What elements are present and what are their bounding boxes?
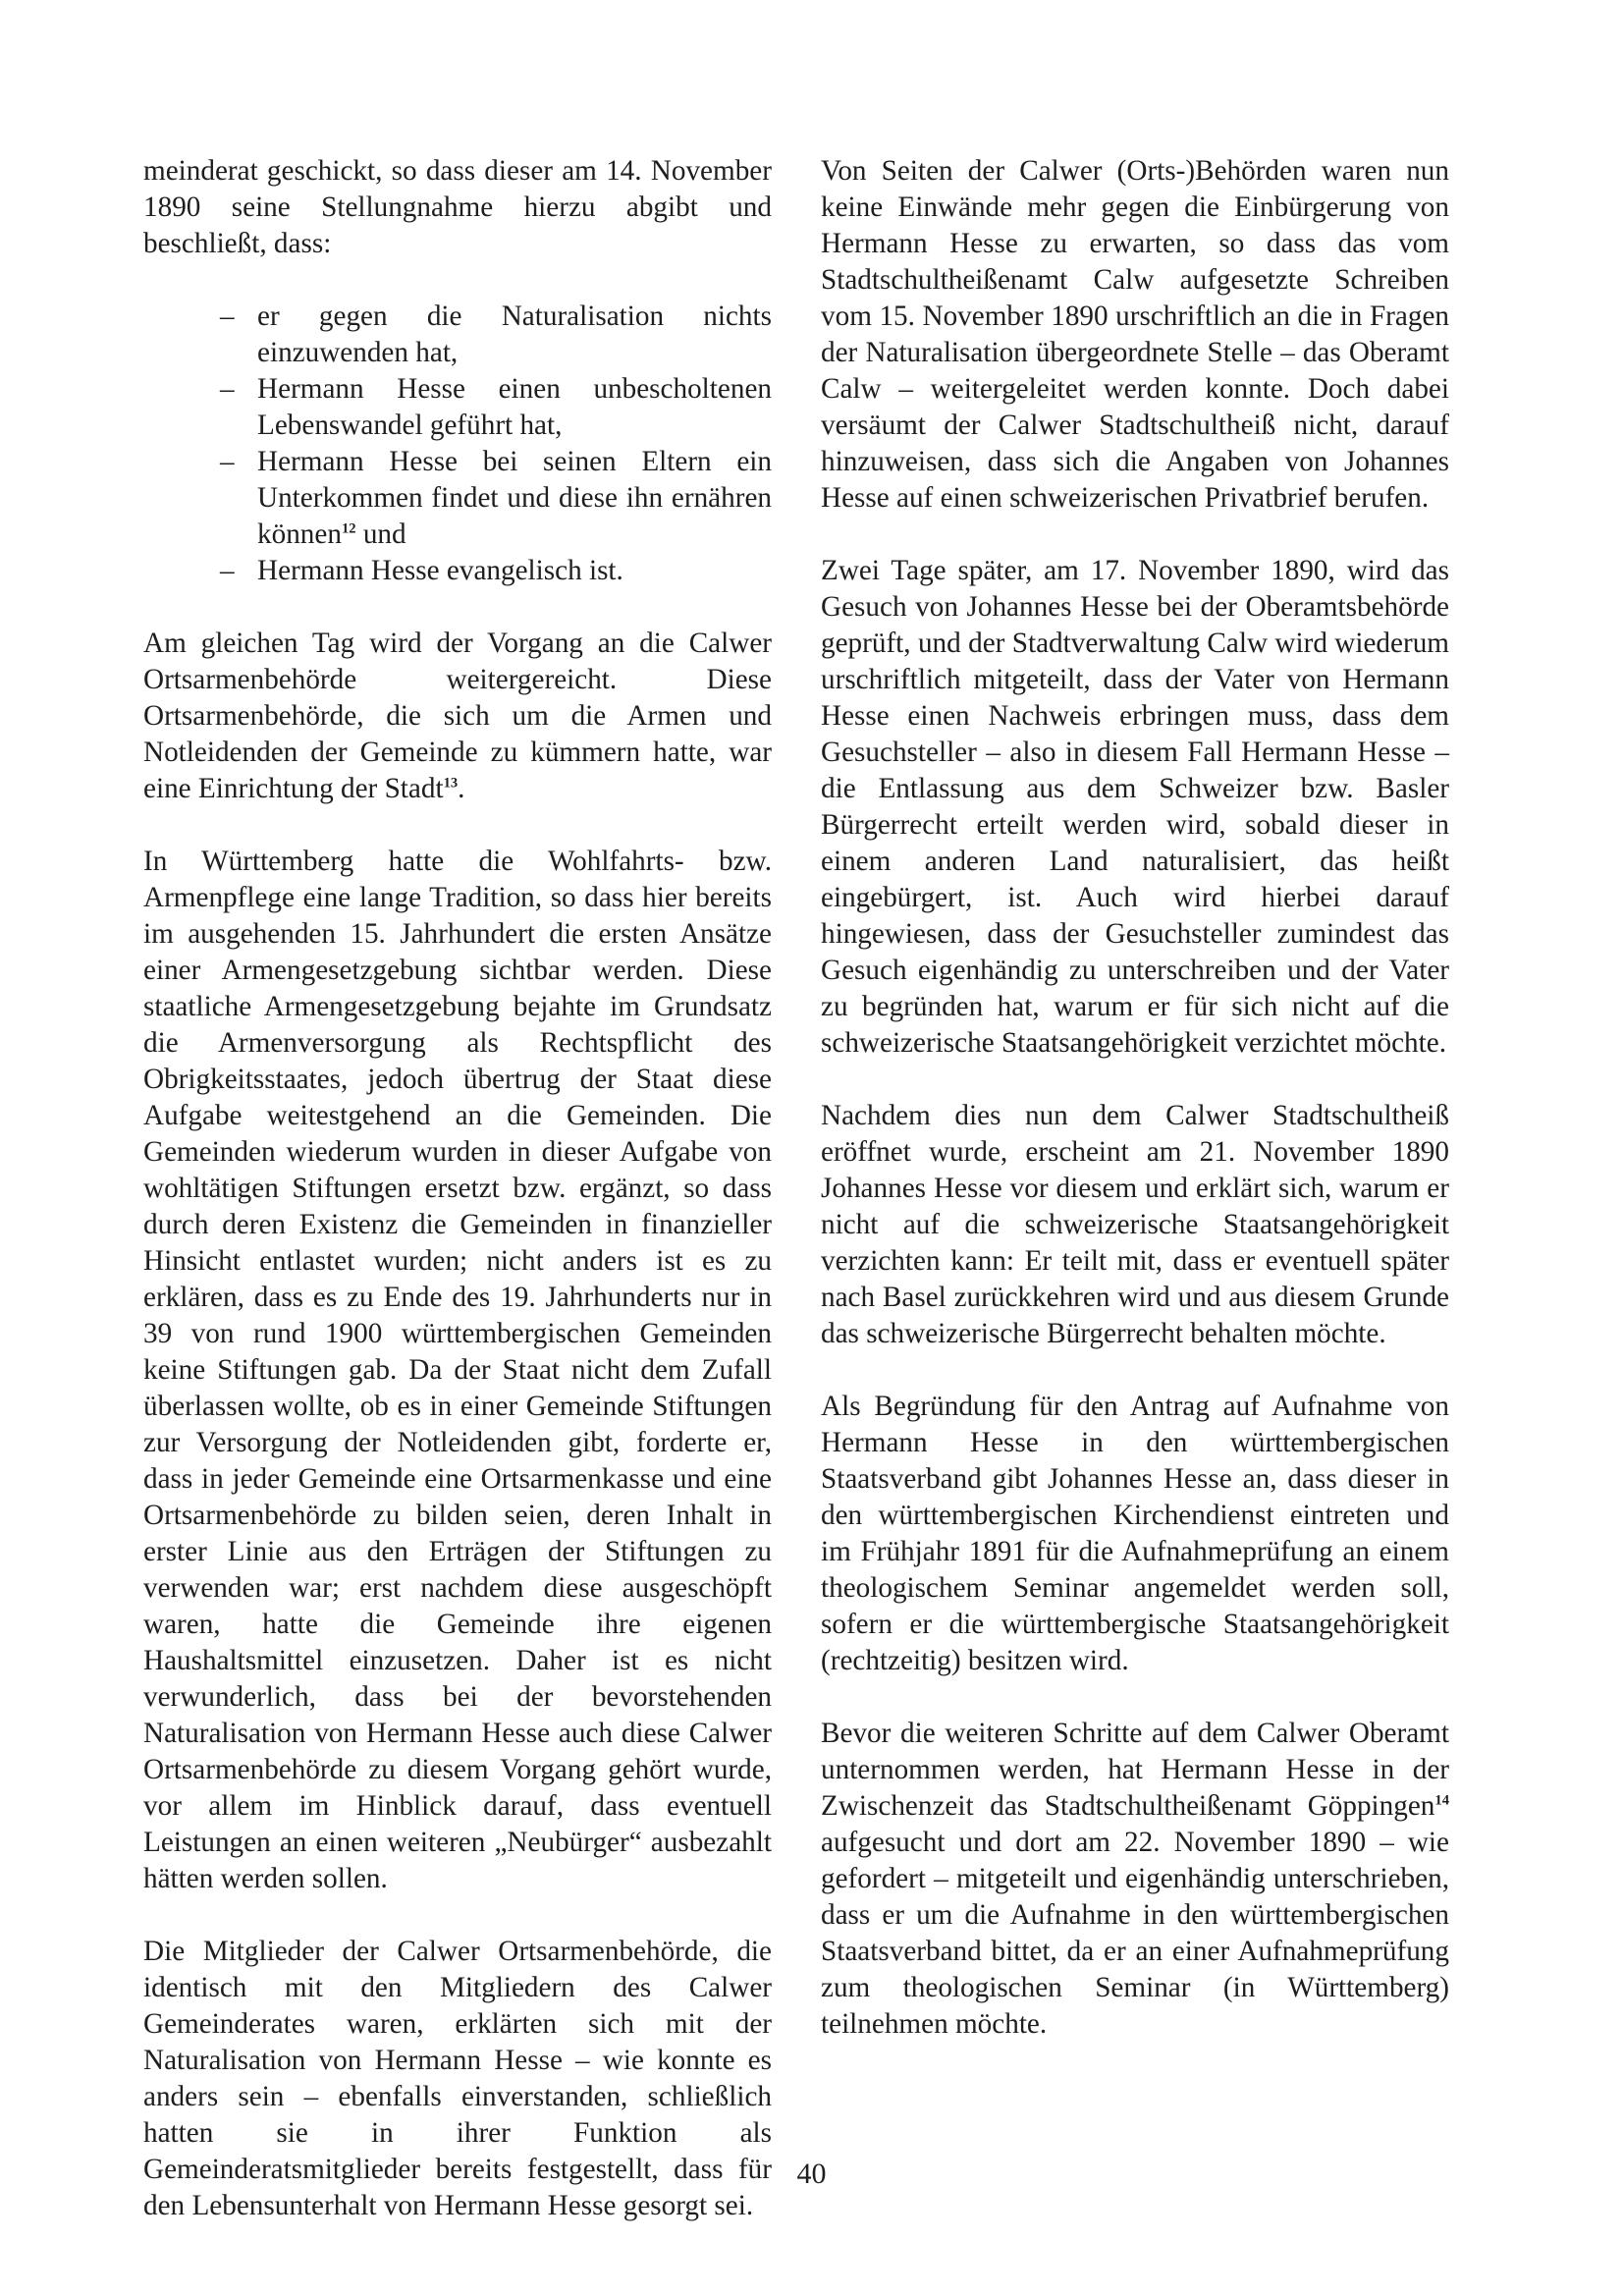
footnote-ref: 13 <box>443 775 459 792</box>
footnote-ref: 14 <box>1434 1792 1449 1809</box>
paragraph-tail: . <box>458 773 465 804</box>
paragraph: meinderat geschickt, so dass dieser am 14. November 1890 seine Stellungnahme hierzu abgibt und beschließt, dass: <box>143 155 772 259</box>
paragraph: Die Mitglieder der Calwer Ortsarmenbehörde, die identisch mit den Mitgliedern des Calwer Gemeinderates waren, erklärten sich mit der Naturalisation von Hermann Hesse – wie konnte es anders sein – ebenfalls einverstanden, schließlich hatten sie in ihrer Funktion als Gemeinderatsmitglieder bereits festgestellt, dass für den Lebensunterhalt von Hermann Hesse gesorgt sei. <box>143 1936 772 2221</box>
dash-list <box>143 299 772 589</box>
list-item-text: Hermann Hesse bei seinen Eltern ein Unterkommen findet und diese ihn ernähren können <box>257 446 772 550</box>
list-item <box>257 444 772 553</box>
page-number: 40 <box>796 2158 827 2190</box>
paragraph: Nachdem dies nun dem Calwer Stadtschultheiß eröffnet wurde, erscheint am 21. November 1890 Johannes Hesse vor diesem und erklärt sich, warum er nicht auf die schweizerische Staatsangehörigkeit verzichten kann: Er teilt mit, dass er eventuell später nach Basel zurückkehren wird und aus diesem Grunde das schweizerische Bürgerrecht behalten möchte. <box>821 1100 1449 1349</box>
list-item: – er gegen die Naturalisation nichts einzuwenden hat, <box>257 299 772 371</box>
paragraph: Als Begründung für den Antrag auf Aufnahme von Hermann Hesse in den württembergischen Staatsverband gibt Johannes Hesse an, dass dieser in den württembergischen Kirchendienst eintreten und im Frühjahr 1891 für die Aufnahmeprüfung an einem theologischem Seminar angemeldet werden soll, sofern er die württembergische Staatsangehörigkeit (rechtzeitig) besitzen wird. <box>821 1391 1449 1676</box>
left-column <box>143 153 772 2224</box>
list-item: – Hermann Hesse einen unbescholtenen Lebenswandel geführt hat, <box>257 371 772 444</box>
paragraph-text: Bevor die weiteren Schritte auf dem Calwer Oberamt unternommen werden, hat Hermann Hesse in der Zwischenzeit das Stadtschultheißenamt Göppingen <box>821 1718 1449 1822</box>
paragraph: Zwei Tage später, am 17. November 1890, wird das Gesuch von Johannes Hesse bei der Oberamtsbehörde geprüft, und der Stadtverwaltung Calw wird wiederum urschriftlich mitgeteilt, dass der Vater von Hermann Hesse einen Nachweis erbringen muss, dass dem Gesuchsteller – also in diesem Fall Hermann Hesse – die Entlassung aus dem Schweizer bzw. Basler Bürgerrecht erteilt werden wird, sobald dieser in einem anderen Land naturalisiert, das heißt eingebürgert, ist. Auch wird hierbei darauf hingewiesen, dass der Gesuchsteller zumindest das Gesuch eigenhändig zu unterschreiben und der Vater zu begründen hat, warum er für sich nicht auf die schweizerische Staatsangehörigkeit verzichtet möchte. <box>821 555 1449 1059</box>
list-item-tail: und <box>355 519 406 550</box>
paragraph: In Württemberg hatte die Wohlfahrts- bzw. Armenpflege eine lange Tradition, so dass hier bereits im ausgehenden 15. Jahrhundert die ersten Ansätze einer Armengesetzgebung sichtbar werden. Diese staatliche Armengesetzgebung bejahte im Grundsatz die Armenversorgung als Rechtspflicht des Obrigkeitsstaates, jedoch übertrug der Staat diese Aufgabe weitestgehend an die Gemeinden. Die Gemeinden wiederum wurden in dieser Aufgabe von wohltätigen Stiftungen ersetzt bzw. ergänzt, so dass durch deren Existenz die Gemeinden in finanzieller Hinsicht entlastet wurden; nicht anders ist es zu erklären, dass es zu Ende des 19. Jahrhunderts nur in 39 von rund 1900 württembergischen Gemeinden keine Stiftungen gab. Da der Staat nicht dem Zufall überlassen wollte, ob es in einer Gemeinde Stiftungen zur Versorgung der Notleidenden gibt, forderte er, dass in jeder Gemeinde eine Ortsarmenkasse und eine Ortsarmenbehörde zu bilden seien, deren Inhalt in erster Linie aus den Erträgen der Stiftungen zu verwenden war; erst nachdem diese ausgeschöpft waren, hatte die Gemeinde ihre eigenen Haushaltsmittel einzusetzen. Daher ist es nicht verwunderlich, dass bei der bevorstehenden Naturalisation von Hermann Hesse auch diese Calwer Ortsarmenbehörde zu diesem Vorgang gehört wurde, vor allem im Hinblick darauf, dass eventuell Leistungen an einen weiteren „Neubürger“ ausbezahlt hätten werden sollen. <box>143 846 772 1894</box>
paragraph-text: aufgesucht und dort am 22. November 1890 – wie gefordert – mitgeteilt und eigenhändig unterschrieben, dass er um die Aufnahme in den württembergischen Staatsverband bittet, da er an einer Aufnahmeprüfung zum theologischen Seminar (in Württemberg) teilnehmen möchte. <box>821 1827 1449 2040</box>
paragraph <box>143 626 772 807</box>
footnote-ref: 12 <box>341 520 356 537</box>
right-column <box>821 153 1449 2043</box>
list-item: – Hermann Hesse evangelisch ist. <box>257 553 772 589</box>
paragraph: Von Seiten der Calwer (Orts-)Behörden waren nun keine Einwände mehr gegen die Einbürgerung von Hermann Hesse zu erwarten, so dass das vom Stadtschultheißenamt Calw aufgesetzte Schreiben vom 15. November 1890 urschriftlich an die in Fragen der Naturalisation übergeordnete Stelle – das Oberamt Calw – weitergeleitet werden konnte. Doch dabei versäumt der Calwer Stadtschultheiß nicht, darauf hinzuweisen, dass sich die Angaben von Johannes Hesse auf einen schweizerischen Privatbrief berufen. <box>821 155 1449 514</box>
paragraph <box>821 1716 1449 2043</box>
paragraph-text: Am gleichen Tag wird der Vorgang an die Calwer Ortsarmenbehörde weitergereicht. Diese Ortsarmenbehörde, die sich um die Armen und Notleidenden der Gemeinde zu kümmern hatte, war eine Einrichtung der Stadt <box>143 628 772 804</box>
